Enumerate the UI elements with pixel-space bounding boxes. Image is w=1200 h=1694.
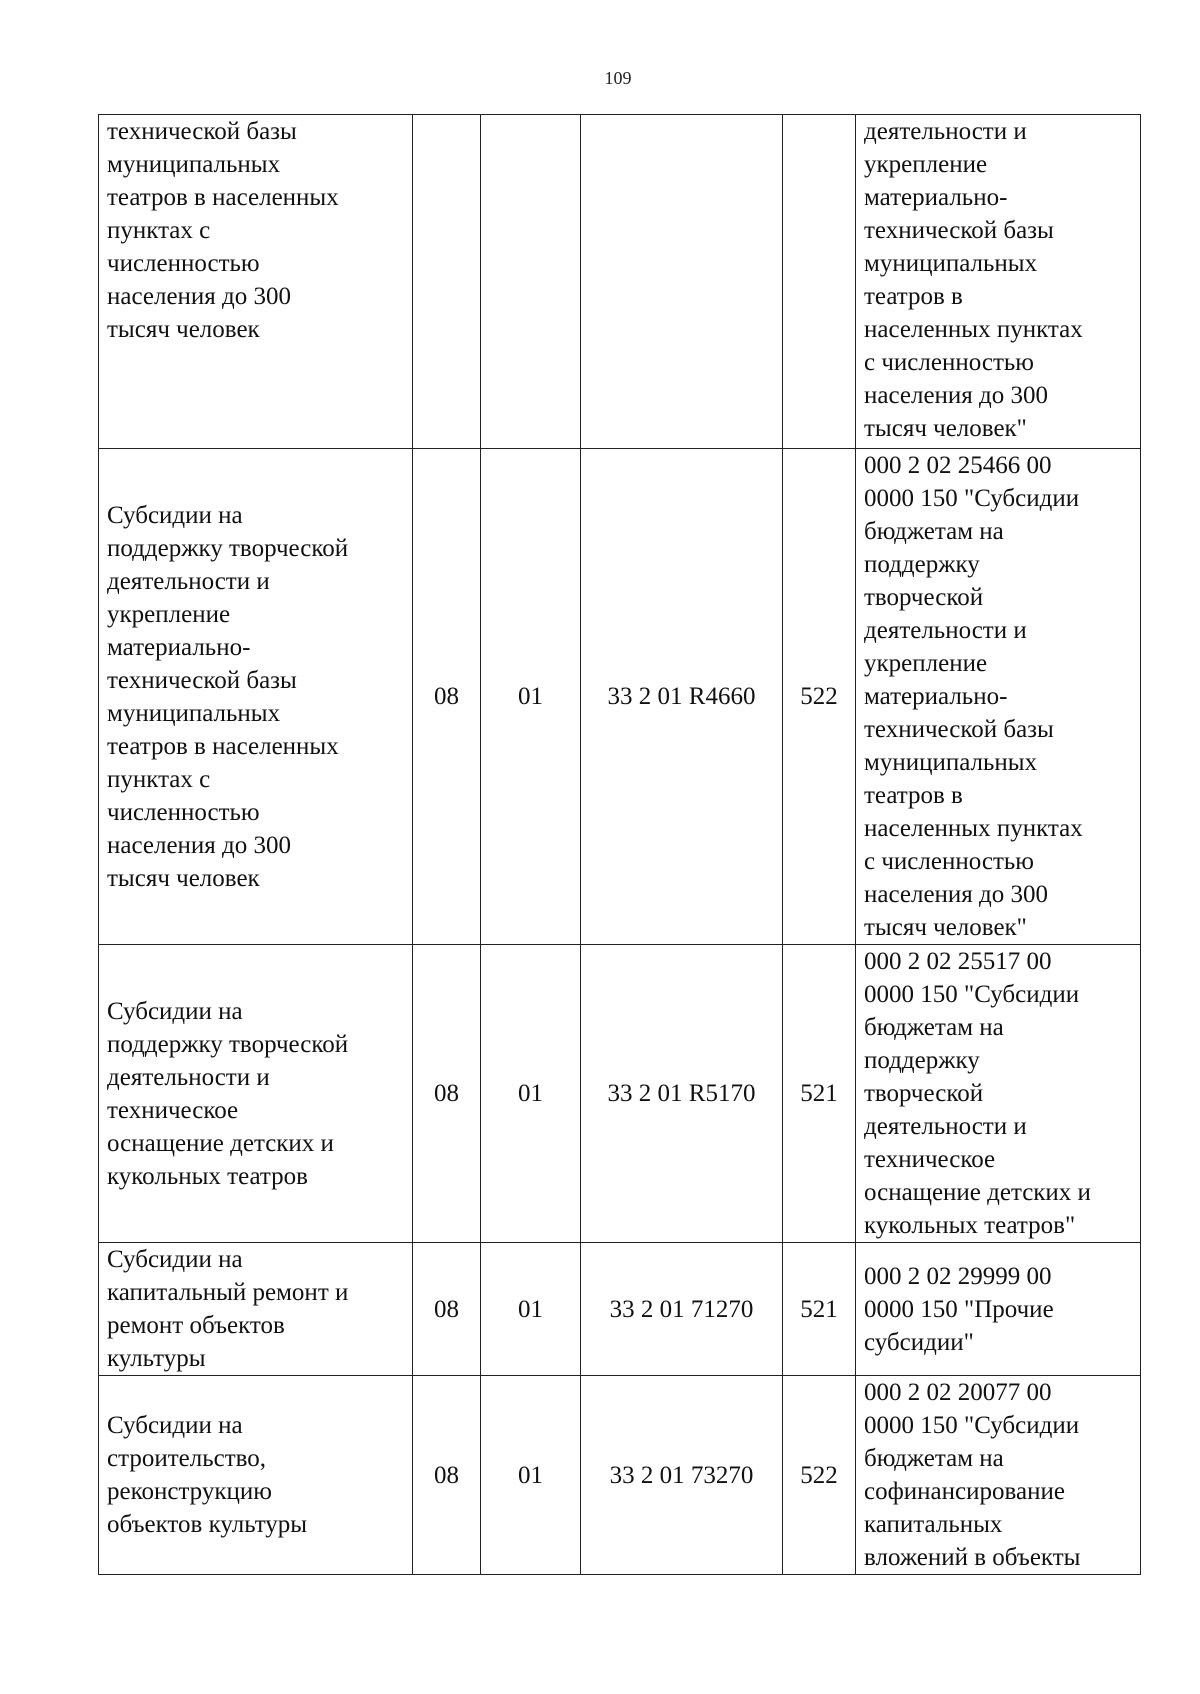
budget-table (98, 114, 1141, 1575)
revenue-code-cell: деятельности и укрепление материально- технической базы муниципальных театров в населенных пунктах с численностью населения до 300 тысяч человек" (856, 115, 1141, 449)
table-row (99, 1243, 1141, 1376)
section-cell: 08 (413, 449, 481, 945)
revenue-code-cell: 000 2 02 25466 00 0000 150 "Субсидии бюджетам на поддержку творческой деятельности и укрепление материально- технической базы муниципальных театров в населенных пунктах с численностью населения до 300 тысяч человек" (856, 449, 1141, 945)
target-article-cell: 33 2 01 73270 (581, 1376, 783, 1575)
target-article-cell: 33 2 01 71270 (581, 1243, 783, 1376)
subsection-cell: 01 (481, 1243, 581, 1376)
page-number: 109 (604, 68, 632, 88)
table-row (99, 945, 1141, 1243)
expense-type-cell: 521 (783, 1243, 856, 1376)
table-row (99, 115, 1141, 449)
revenue-code-cell: 000 2 02 25517 00 0000 150 "Субсидии бюджетам на поддержку творческой деятельности и техническое оснащение детских и кукольных театров" (856, 945, 1141, 1243)
subsection-cell: 01 (481, 1376, 581, 1575)
expense-type-cell: 522 (783, 449, 856, 945)
expense-type-cell: 522 (783, 1376, 856, 1575)
target-article-cell (581, 115, 783, 449)
subsection-cell (481, 115, 581, 449)
expense-name-cell: Субсидии на поддержку творческой деятельности и укрепление материально- технической базы муниципальных театров в населенных пунктах с численностью населения до 300 тысяч человек (99, 449, 413, 945)
subsection-cell: 01 (481, 945, 581, 1243)
target-article-cell: 33 2 01 R5170 (581, 945, 783, 1243)
table-row (99, 449, 1141, 945)
expense-name-cell: Субсидии на строительство, реконструкцию объектов культуры (99, 1376, 413, 1575)
section-cell: 08 (413, 1243, 481, 1376)
expense-name-cell: Субсидии на поддержку творческой деятельности и техническое оснащение детских и кукольных театров (99, 945, 413, 1243)
expense-type-cell: 521 (783, 945, 856, 1243)
section-cell: 08 (413, 1376, 481, 1575)
revenue-code-cell: 000 2 02 29999 00 0000 150 "Прочие субсидии" (856, 1243, 1141, 1376)
subsection-cell: 01 (481, 449, 581, 945)
table-row (99, 1376, 1141, 1575)
section-cell (413, 115, 481, 449)
target-article-cell: 33 2 01 R4660 (581, 449, 783, 945)
expense-name-cell: технической базы муниципальных театров в населенных пунктах с численностью населения до 300 тысяч человек (99, 115, 413, 449)
expense-name-cell: Субсидии на капитальный ремонт и ремонт объектов культуры (99, 1243, 413, 1376)
section-cell: 08 (413, 945, 481, 1243)
revenue-code-cell: 000 2 02 20077 00 0000 150 "Субсидии бюджетам на софинансирование капитальных вложений в объекты (856, 1376, 1141, 1575)
expense-type-cell (783, 115, 856, 449)
